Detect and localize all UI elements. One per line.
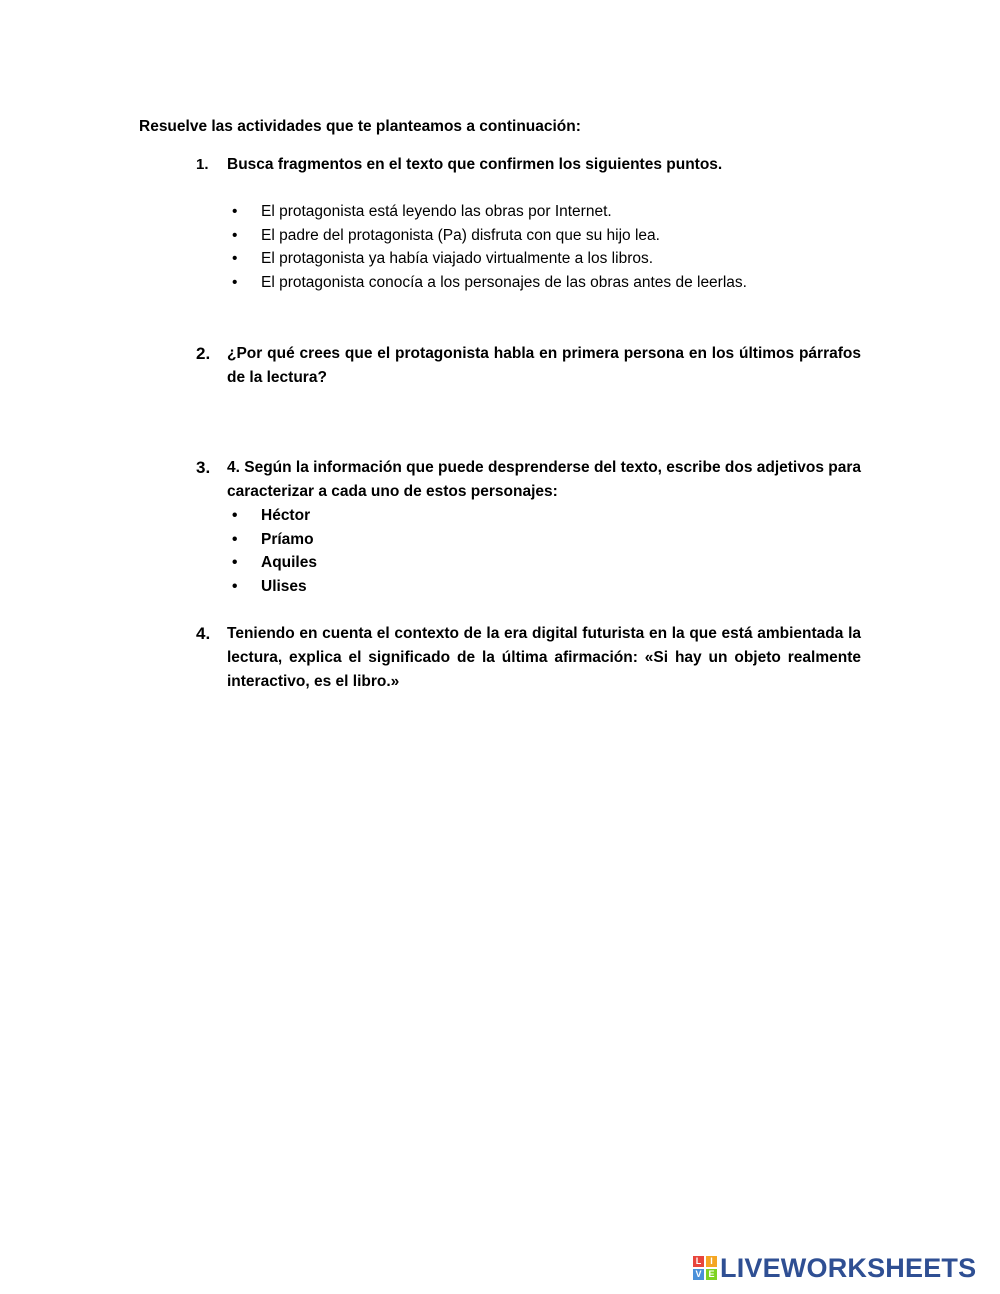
question-number: 4. <box>196 624 211 643</box>
bullet-icon: • <box>232 577 238 595</box>
bullet-icon: • <box>232 250 238 267</box>
bullet-icon: • <box>232 226 238 244</box>
bullet-icon: • <box>232 530 238 548</box>
question-4 <box>196 622 861 694</box>
question-number: 3. <box>196 458 211 477</box>
bullet-icon: • <box>232 273 238 291</box>
list-item: • El protagonista está leyendo las obras por Internet. <box>196 200 861 224</box>
list-item: • Ulises <box>196 575 861 599</box>
bullet-icon: • <box>232 507 238 524</box>
instructions-heading: Resuelve las actividades que te planteamos a continuación: <box>139 118 581 135</box>
question-3-bullet-list <box>196 504 861 598</box>
list-item: • El protagonista ya había viajado virtualmente a los libros. <box>196 247 861 271</box>
logo-text: LIVEWORKSHEETS <box>720 1253 977 1283</box>
question-1 <box>196 153 861 294</box>
question-3 <box>196 456 861 598</box>
question-text: Teniendo en cuenta el contexto de la era digital futurista en la que está ambientada la lectura, explica el significado de la última afirmación: «Si hay un objeto realmente interactivo, es el libro.» <box>227 625 861 690</box>
question-1-bullet-list <box>196 200 861 294</box>
question-text: Busca fragmentos en el texto que confirmen los siguientes puntos. <box>227 156 723 173</box>
list-item: • El padre del protagonista (Pa) disfruta con que su hijo lea. <box>196 224 861 248</box>
bullet-icon: • <box>232 554 238 571</box>
logo-blocks-icon: L I V E <box>693 1256 717 1280</box>
list-item: • El protagonista conocía a los personajes de las obras antes de leerlas. <box>196 271 861 295</box>
question-2 <box>196 342 861 390</box>
list-item: • Aquiles <box>196 551 861 575</box>
list-item: • Príamo <box>196 528 861 552</box>
question-number: 1. <box>196 156 209 173</box>
liveworksheets-logo <box>693 1253 976 1283</box>
question-text: ¿Por qué crees que el protagonista habla en primera persona en los últimos párrafos de la lectura? <box>227 345 861 386</box>
bullet-icon: • <box>232 203 238 220</box>
list-item: • Héctor <box>196 504 861 528</box>
question-number: 2. <box>196 344 211 363</box>
question-text: 4. Según la información que puede desprenderse del texto, escribe dos adjetivos para caracterizar a cada uno de estos personajes: <box>227 459 861 500</box>
